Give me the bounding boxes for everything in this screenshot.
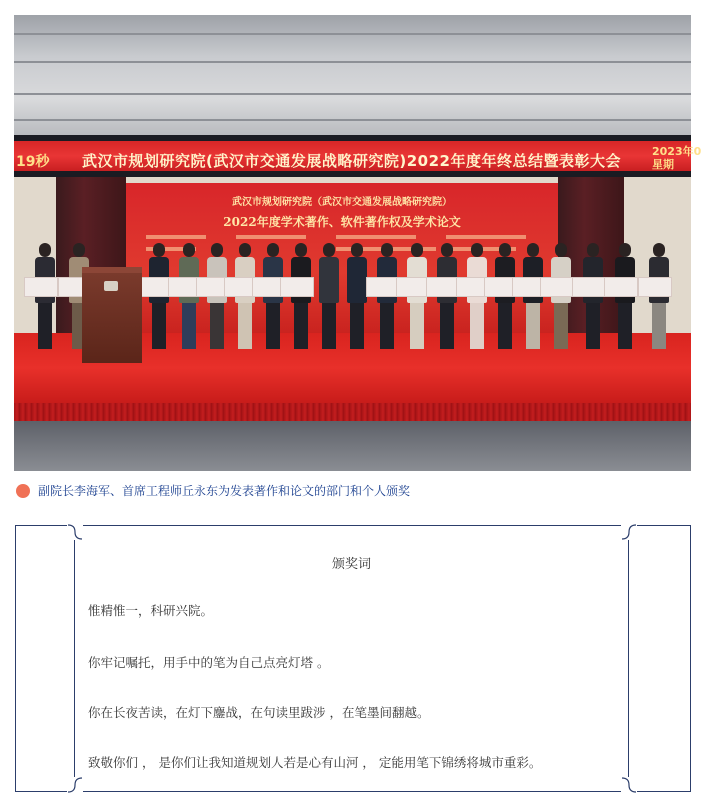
backdrop-small-text: [446, 235, 526, 239]
backdrop-small-text: [336, 235, 416, 239]
frame-corner-ornament-icon: [67, 524, 83, 540]
ceiling-light-strip: [14, 61, 691, 63]
stage-skirt: [14, 403, 691, 421]
led-banner-screen: [14, 141, 702, 171]
podium: [82, 267, 142, 363]
led-banner: [14, 135, 702, 177]
led-date-line1: 2023年0: [652, 145, 702, 158]
person: [204, 243, 230, 353]
caption-bullet-icon: [16, 484, 30, 498]
podium-emblem: [104, 281, 118, 291]
award-line: 你在长夜苦读，在灯下鏖战，在句读里跋涉 ，在笔墨间翻越。: [88, 705, 430, 720]
award-line: 致敬你们 ， 是你们让我知道规划人若是心有山河 ， 定能用笔下锦绣将城市重彩。: [88, 755, 542, 770]
led-date-line2: 星期: [652, 158, 674, 171]
backdrop-small-text: [146, 235, 206, 239]
award-line: 你牢记嘱托，用手中的笔为自己点亮灯塔 。: [88, 655, 330, 670]
ceiling-light-strip: [14, 93, 691, 95]
person: [404, 243, 430, 353]
award-line: 惟精惟一，科研兴院。: [88, 603, 214, 618]
person: [520, 243, 546, 353]
person: [344, 243, 370, 353]
award-title: 颁奖词: [331, 557, 371, 572]
audience-floor: [14, 421, 691, 471]
person: [646, 243, 672, 353]
led-title: 武汉市规划研究院(武汉市交通发展战略研究院)2022年度年终总结暨表彰大会: [82, 152, 621, 170]
person: [612, 243, 638, 353]
frame-corner-ornament-icon: [621, 524, 637, 540]
person: [32, 243, 58, 353]
person: [434, 243, 460, 353]
ceiling-light-strip: [14, 119, 691, 121]
led-date: [652, 145, 701, 171]
person: [492, 243, 518, 353]
backdrop-small-text: [236, 235, 306, 239]
backdrop-line1: 武汉市规划研究院（武汉市交通发展战略研究院）: [232, 197, 452, 208]
person: [464, 243, 490, 353]
person: [316, 243, 342, 353]
person: [232, 243, 258, 353]
photo-caption: 副院长李海军、首席工程师丘永东为发表著作和论文的部门和个人颁奖: [38, 484, 411, 498]
person: [580, 243, 606, 353]
ceiling: [14, 15, 691, 135]
frame-corner-ornament-icon: [621, 777, 637, 793]
person: [288, 243, 314, 353]
led-countdown: 19秒: [16, 154, 50, 170]
event-photo: [14, 15, 702, 471]
person: [374, 243, 400, 353]
person: [260, 243, 286, 353]
frame-corner-ornament-icon: [67, 777, 83, 793]
person: [146, 243, 172, 353]
person: [548, 243, 574, 353]
ceiling-light-strip: [14, 33, 691, 35]
person: [176, 243, 202, 353]
backdrop-line2: 2022年度学术著作、软件著作权及学术论文: [223, 215, 461, 229]
